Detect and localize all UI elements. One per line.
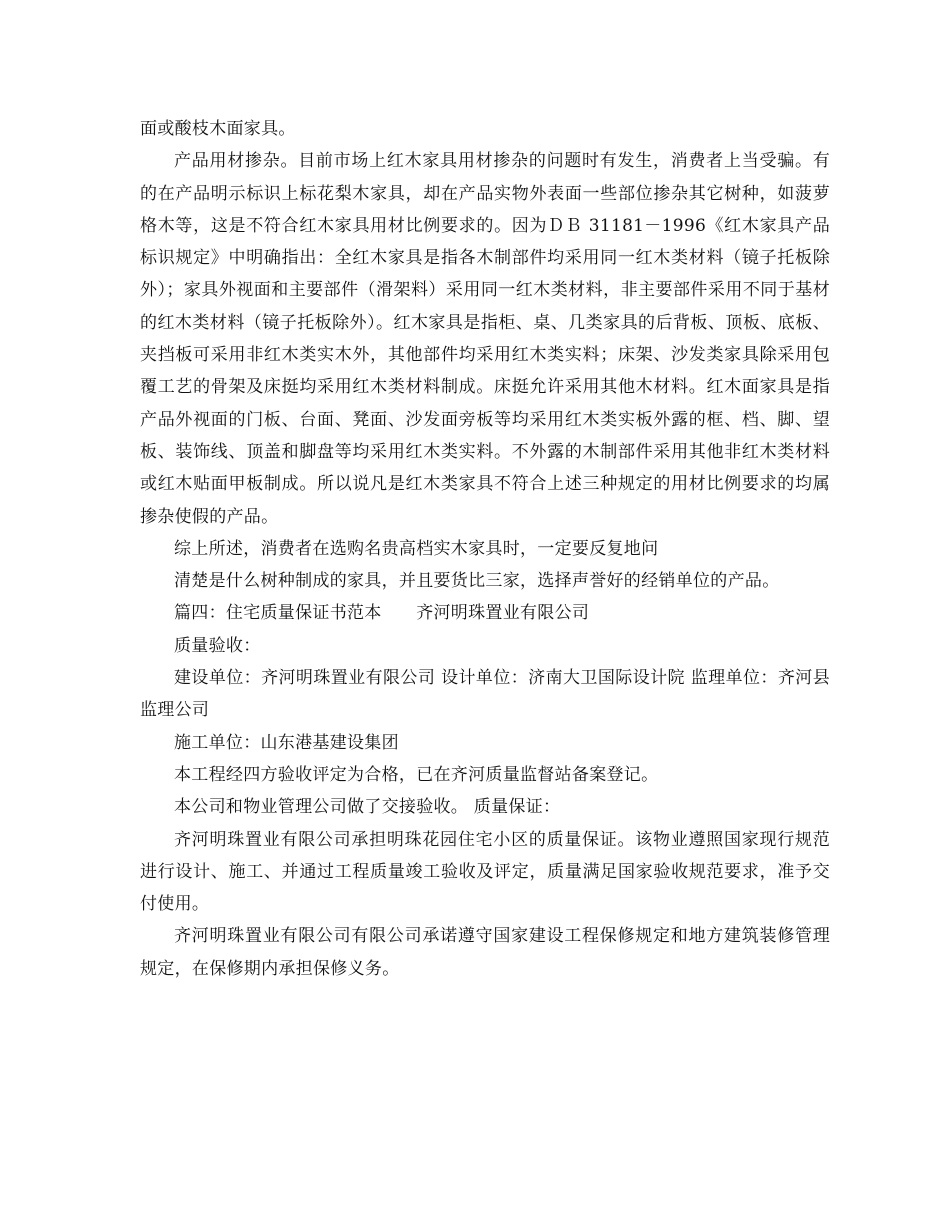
paragraph: 面或酸枝木面家具。	[140, 119, 296, 139]
paragraph: 齐河明珠置业有限公司承担明珠花园住宅小区的质量保证。该物业遵照国家现行规范进行设计、施工、并通过工程质量竣工验收及评定，质量满足国家验收规范要求，准予交付使用。	[140, 829, 830, 915]
paragraph: 本公司和物业管理公司做了交接验收。 质量保证：	[174, 797, 561, 818]
paragraph: 综上所述，消费者在选购名贵高档实木家具时，一定要反复地问	[174, 538, 659, 559]
paragraph: 清楚是什么树种制成的家具，并且要货比三家，选择声誉好的经销单位的产品。	[174, 571, 780, 592]
document-body	[140, 113, 830, 985]
paragraph: 建设单位：齐河明珠置业有限公司 设计单位：济南大卫国际设计院 监理单位：齐河县监理公司	[140, 668, 830, 721]
paragraph: 质量验收：	[174, 635, 261, 656]
paragraph: 产品用材掺杂。目前市场上红木家具用材掺杂的问题时有发生，消费者上当受骗。有的在产品明示标识上标花梨木家具，却在产品实物外表面一些部位掺杂其它树种，如菠萝格木等，这是不符合红木家具用材比例要求的。因为ＤＢ 31181－1996《红木家具产品标识规定》中明确指出：全红木家具是指各木制部件均采用同一红木类材料（镜子托板除外）；家具外视面和主要部件（滑架料）采用同一红木类材料，非主要部件采用不同于基材的红木类材料（镜子托板除外）。红木家具是指柜、桌、几类家具的后背板、顶板、底板、夹挡板可采用非红木类实木外，其他部件均采用红木类实料；床架、沙发类家具除采用包覆工艺的骨架及床挺均采用红木类材料制成。床挺允许采用其他木材料。红木面家具是指产品外视面的门板、台面、凳面、沙发面旁板等均采用红木类实板外露的框、档、脚、望板、装饰线、顶盖和脚盘等均采用红木类实料。不外露的木制部件采用其他非红木类材料或红木贴面甲板制成。所以说凡是红木类家具不符合上述三种规定的用材比例要求的均属掺杂使假的产品。	[140, 151, 830, 527]
paragraph: 本工程经四方验收评定为合格，已在齐河质量监督站备案登记。	[174, 764, 659, 785]
paragraph: 齐河明珠置业有限公司有限公司承诺遵守国家建设工程保修规定和地方建筑装修管理规定，在保修期内承担保修义务。	[140, 926, 830, 979]
section-heading: 篇四：住宅质量保证书范本 齐河明珠置业有限公司	[174, 603, 590, 624]
paragraph: 施工单位：山东港基建设集团	[174, 732, 399, 753]
